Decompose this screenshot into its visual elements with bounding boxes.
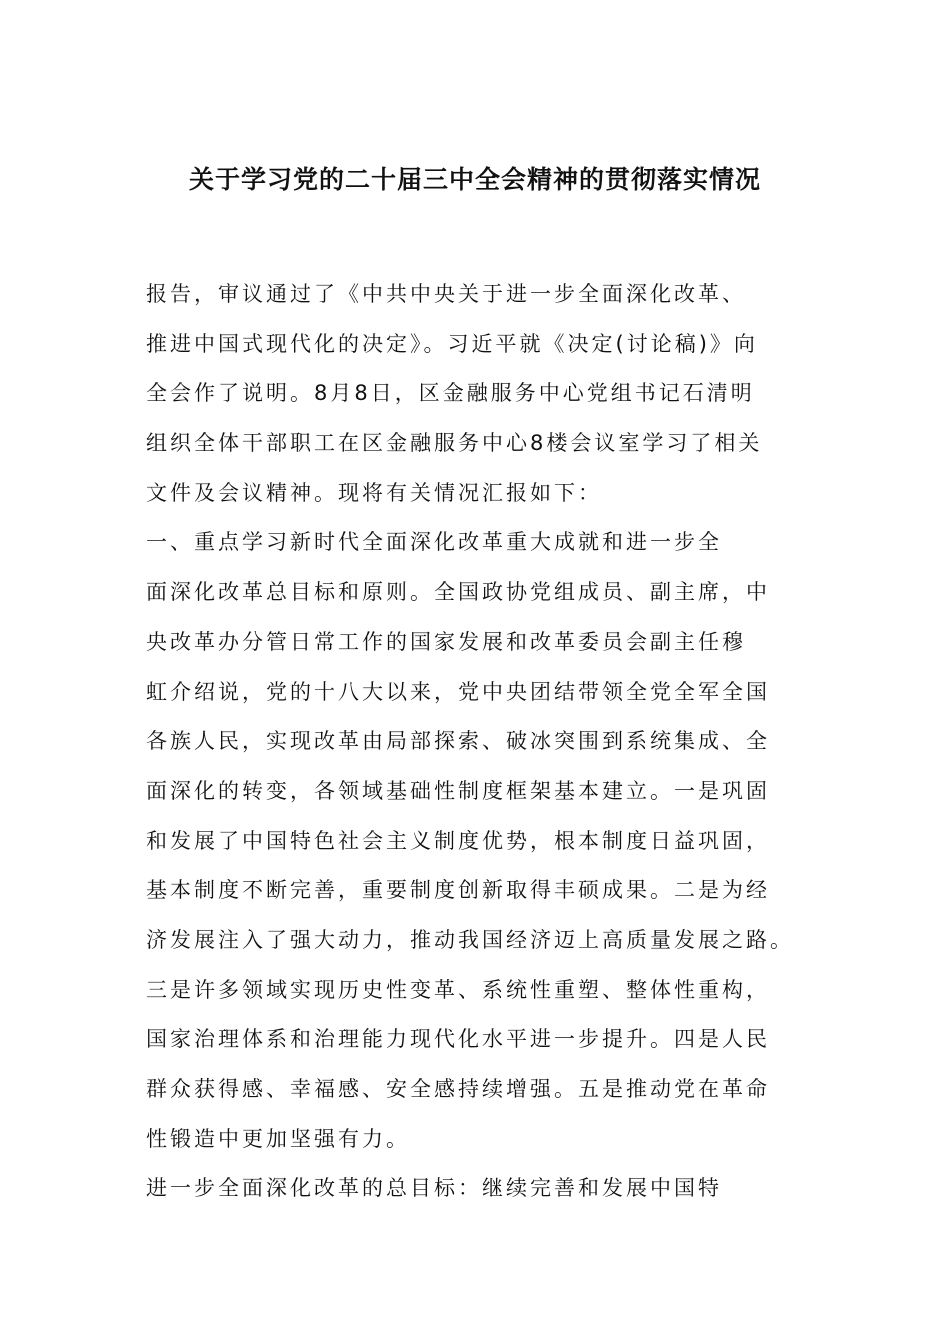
body-line: 报告，审议通过了《中共中央关于进一步全面深化改革、 [146,282,746,306]
body-line: 虹介绍说，党的十八大以来，党中央团结带领全党全军全国 [146,679,770,704]
body-line: 文件及会议精神。现将有关情况汇报如下： [146,480,602,505]
body-line: 各族人民，实现改革由局部探索、破冰突围到系统集成、全 [146,729,770,754]
body-line: 群众获得感、幸福感、安全感持续增强。五是推动党在革命 [146,1077,770,1101]
body-line: 济发展注入了强大动力，推动我国经济迈上高质量发展之路。 [146,927,794,952]
body-line: 进一步全面深化改革的总目标：继续完善和发展中国特 [146,1176,722,1201]
body-line: 推进中国式现代化的决定》。习近平就《决定(讨论稿)》向 [146,331,758,356]
document-title: 关于学习党的二十届三中全会精神的贯彻落实情况 [188,165,761,194]
body-line: 基本制度不断完善，重要制度创新取得丰硕成果。二是为经 [146,878,770,903]
body-line: 全会作了说明。8月8日，区金融服务中心党组书记石清明 [146,381,755,406]
body-line: 性锻造中更加坚强有力。 [146,1126,410,1151]
body-line: 国家治理体系和治理能力现代化水平进一步提升。四是人民 [146,1027,770,1052]
section-heading-line: 一、重点学习新时代全面深化改革重大成就和进一步全 [146,530,722,555]
body-line: 央改革办分管日常工作的国家发展和改革委员会副主任穆 [146,629,746,654]
body-line: 组织全体干部职工在区金融服务中心8楼会议室学习了相关 [146,431,763,456]
body-line: 三是许多领域实现历史性变革、系统性重塑、整体性重构， [146,977,770,1002]
document-body [146,276,794,1220]
body-line: 和发展了中国特色社会主义制度优势，根本制度日益巩固， [146,828,770,853]
body-line: 面深化改革总目标和原则。全国政协党组成员、副主席，中 [146,580,770,605]
body-line: 面深化的转变，各领域基础性制度框架基本建立。一是巩固 [146,778,770,803]
